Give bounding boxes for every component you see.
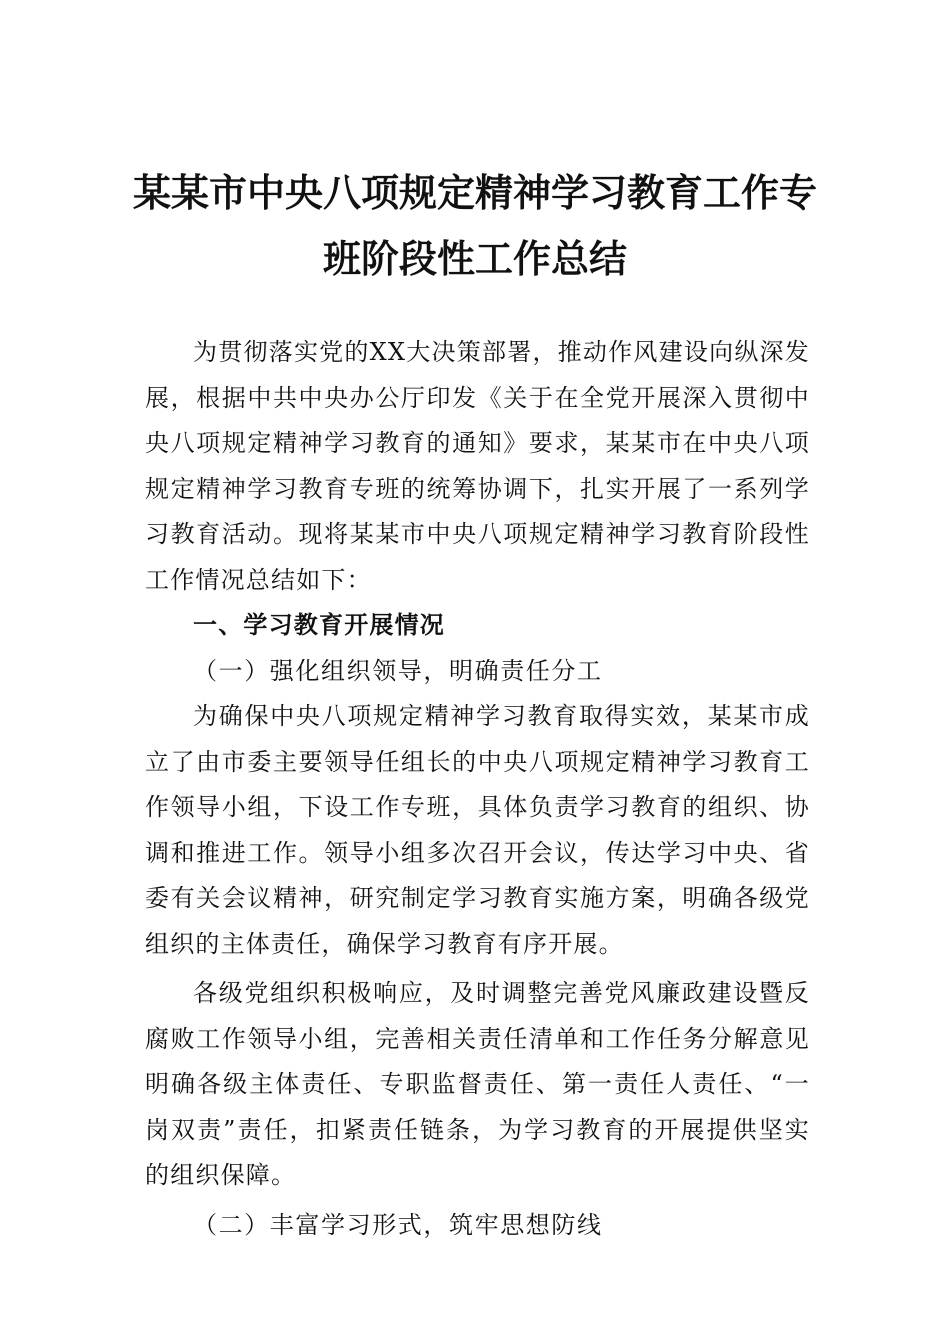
document-title-line-2: 班阶段性工作总结 xyxy=(322,236,627,281)
document-body xyxy=(145,330,810,1248)
document-title-line-1: 某某市中央八项规定精神学习教育工作专 xyxy=(132,170,817,215)
subsection-1-paragraph-1: 为确保中央八项规定精神学习教育取得实效，某某市成立了由市委主要领导任组长的中央八项规定精神学习教育工作领导小组，下设工作专班，具体负责学习教育的组织、协调和推进工作。领导小组多次召开会议，传达学习中央、省委有关会议精神，研究制定学习教育实施方案，明确各级党组织的主体责任，确保学习教育有序开展。 xyxy=(145,702,810,958)
subsection-heading-1: （一）强化组织领导，明确责任分工 xyxy=(193,656,603,685)
intro-paragraph: 为贯彻落实党的XX大决策部署，推动作风建设向纵深发展，根据中共中央办公厅印发《关于在全党开展深入贯彻中央八项规定精神学习教育的通知》要求，某某市在中央八项规定精神学习教育专班的统筹协调下，扎实开展了一系列学习教育活动。现将某某市中央八项规定精神学习教育阶段性工作情况总结如下： xyxy=(145,338,810,594)
subsection-1-paragraph-2: 各级党组织积极响应，及时调整完善党风廉政建设暨反腐败工作领导小组，完善相关责任清单和工作任务分解意见明确各级主体责任、专职监督责任、第一责任人责任、“一岗双责”责任，扣紧责任链条，为学习教育的开展提供坚实的组织保障。 xyxy=(145,979,810,1189)
section-heading-1: 一、学习教育开展情况 xyxy=(193,611,445,639)
subsection-heading-2: （二）丰富学习形式，筑牢思想防线 xyxy=(193,1210,603,1239)
